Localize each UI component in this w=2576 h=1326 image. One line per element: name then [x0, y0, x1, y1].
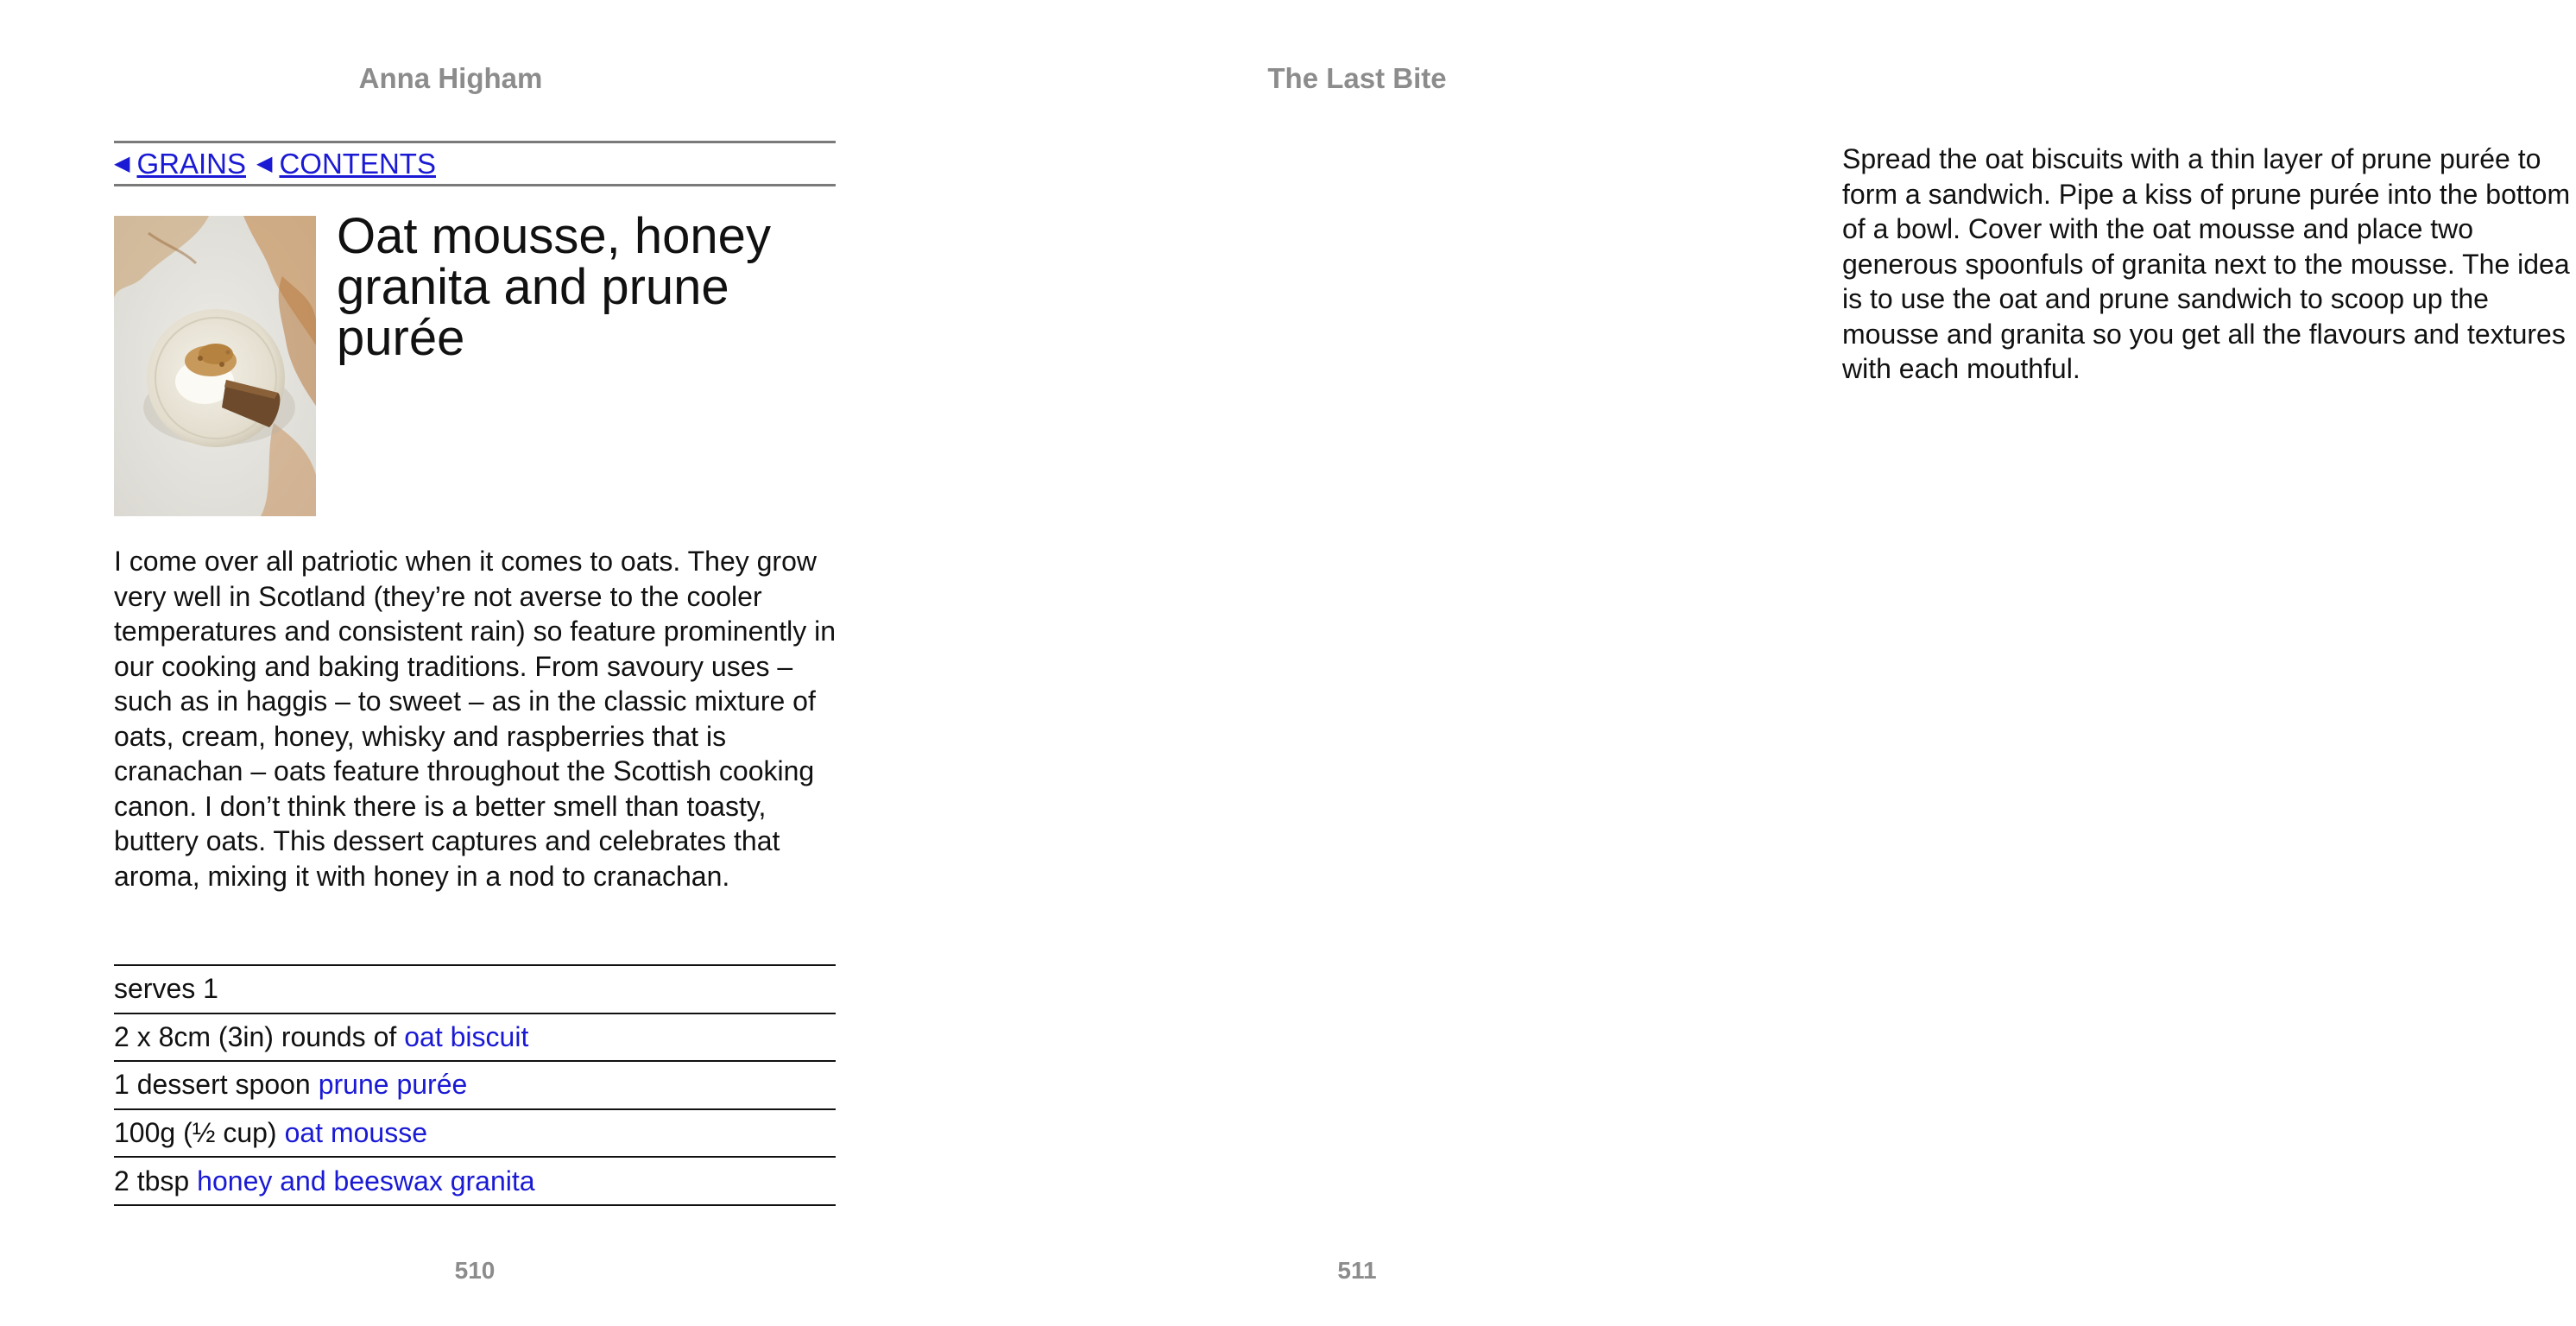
- ingredient-link-prune-puree[interactable]: prune purée: [318, 1069, 468, 1101]
- ingredient-quantity: 1 dessert spoon: [114, 1069, 311, 1101]
- ingredient-row: [114, 1014, 836, 1063]
- recipe-photo: [114, 216, 316, 516]
- nav-link-grains[interactable]: GRAINS: [136, 147, 246, 180]
- ingredient-link-oat-biscuit[interactable]: oat biscuit: [404, 1020, 529, 1052]
- nav-link-contents[interactable]: CONTENTS: [279, 147, 436, 180]
- ingredient-row: [114, 1062, 836, 1110]
- left-page: [0, 0, 884, 1326]
- back-arrow-icon: ◀: [114, 152, 130, 175]
- ingredient-quantity: 100g (½ cup): [114, 1117, 277, 1149]
- recipe-intro: I come over all patriotic when it comes to oats. They grow very well in Scotland (they’re not averse to the cooler temperatures and consistent rain) so feature prominently in our cooking and baking traditions. From savoury uses – such as in haggis – to sweet – as in the classic mixture of oats, cream, honey, whisky and raspberries that is cranachan – oats feature throughout the Scottish cooking canon. I don’t think there is a better smell than toasty, buttery oats. This dessert captures and celebrates that aroma, mixing it with honey in a nod to cranachan.: [114, 546, 836, 892]
- ingredient-quantity: 2 tbsp: [114, 1165, 190, 1197]
- recipe-title: Oat mousse, honey granita and prune purée: [337, 208, 771, 366]
- ingredients-list: [114, 964, 836, 1206]
- page-number-right: 511: [1337, 1257, 1377, 1284]
- ingredient-quantity: 2 x 8cm (3in) rounds of: [114, 1020, 397, 1052]
- chapter-nav: [114, 141, 836, 186]
- servings-row: [114, 966, 836, 1014]
- page-number-left: 510: [454, 1257, 496, 1284]
- running-head-book-title: The Last Bite: [1267, 62, 1447, 94]
- back-arrow-icon: ◀: [256, 152, 273, 175]
- ingredient-row: [114, 1158, 836, 1206]
- ingredient-row: [114, 1110, 836, 1159]
- ingredient-link-honey-granita[interactable]: honey and beeswax granita: [197, 1165, 535, 1197]
- ingredient-link-oat-mousse[interactable]: oat mousse: [284, 1117, 427, 1149]
- right-page: [884, 0, 2571, 1326]
- running-head-author: Anna Higham: [358, 62, 543, 94]
- recipe-method: Spread the oat biscuits with a thin layer of prune purée to form a sandwich. Pipe a kiss of prune purée into the bottom of a bowl. Cover with the oat mousse and place two generous spoonfuls of granita next to the mousse. The idea is to use the oat and prune sandwich to scoop up the mousse and granita so you get all the flavours and textures with each mouthful.: [1842, 143, 2571, 384]
- servings-text: serves 1: [114, 973, 218, 1005]
